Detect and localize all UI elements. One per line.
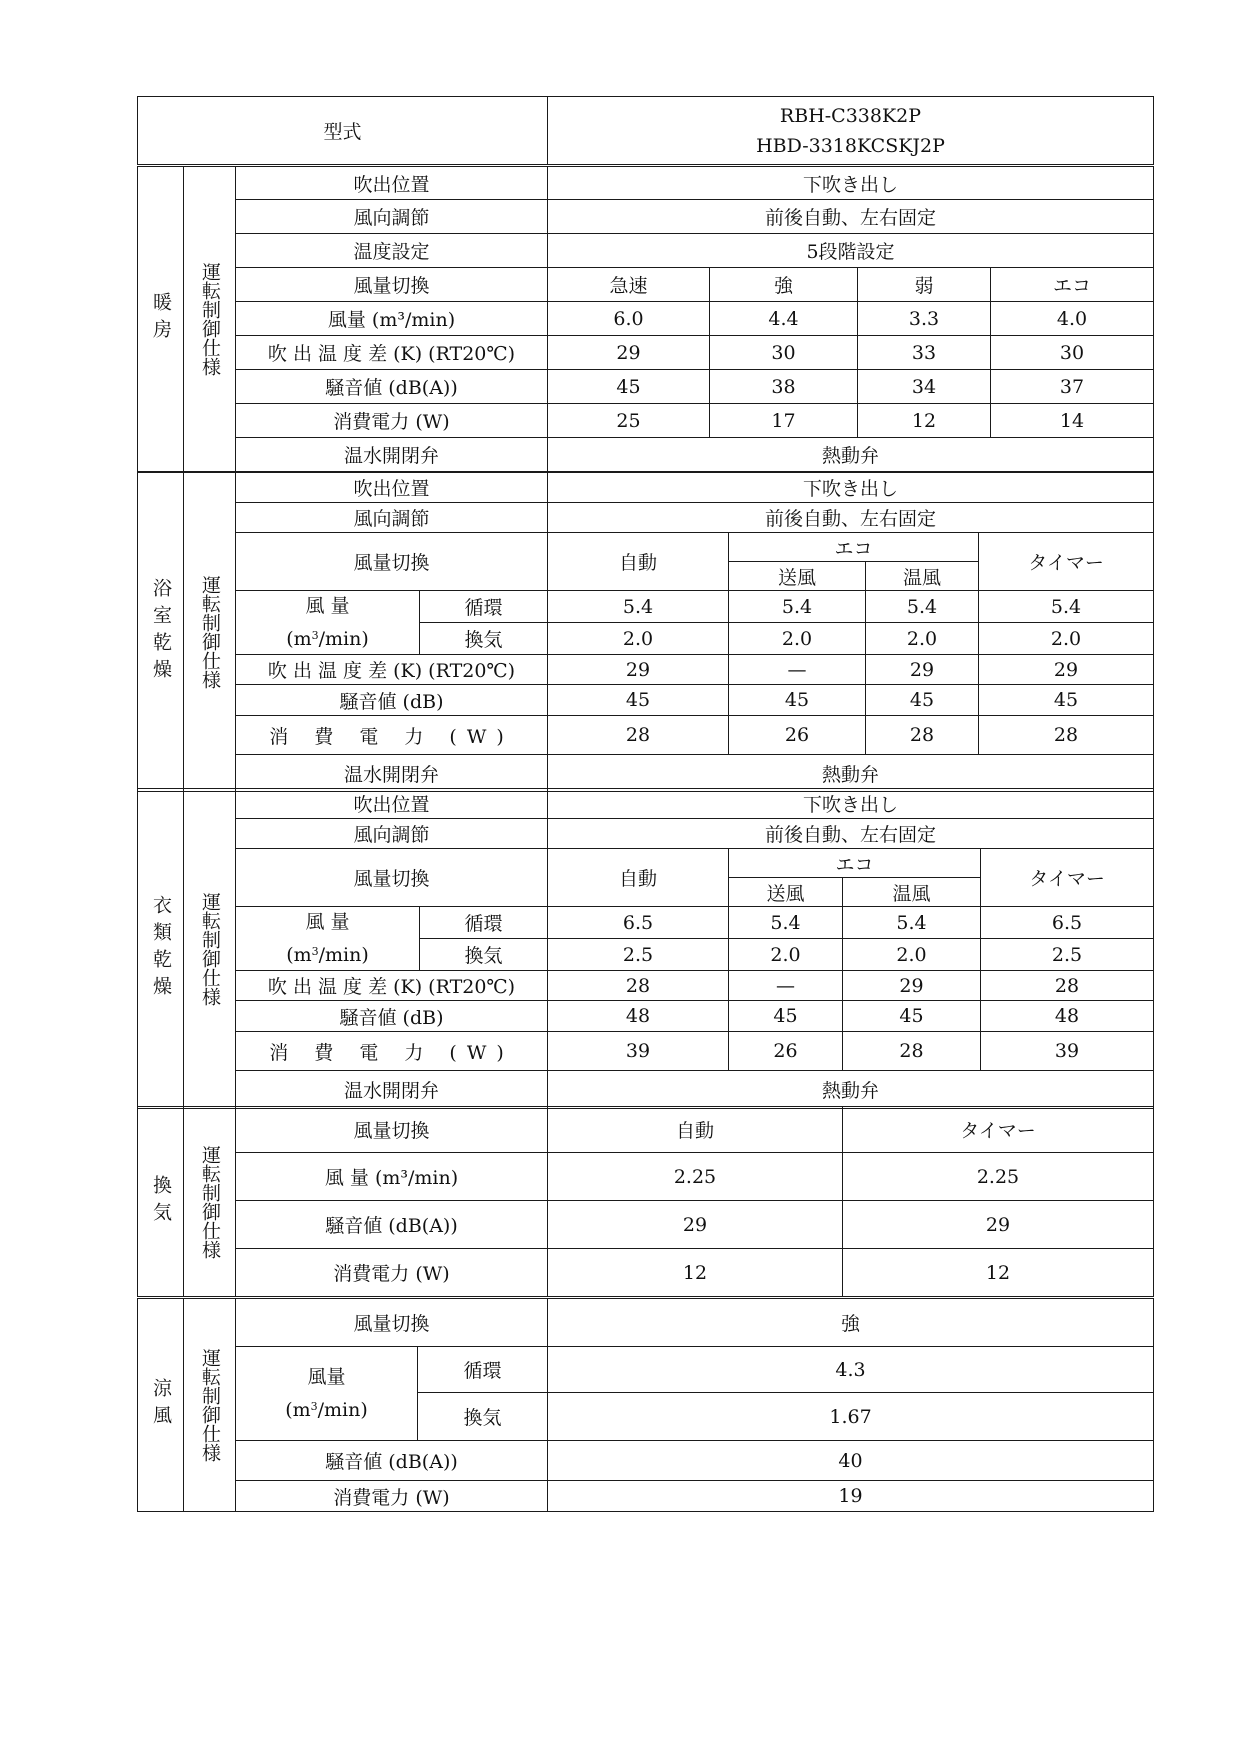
- bath-valve-value: 熱動弁: [548, 755, 1154, 792]
- cool-airflow-label: 風量: [307, 1366, 346, 1388]
- clothes-noise-fan: 45: [729, 1001, 843, 1032]
- heating-temp-diff-eco: 30: [991, 336, 1154, 370]
- heating-noise-weak: 34: [858, 370, 991, 404]
- heating-direction-value: 前後自動、左右固定: [548, 200, 1154, 234]
- cool-mode: 強: [548, 1299, 1154, 1347]
- clothes-noise-timer: 48: [981, 1001, 1154, 1032]
- ventilation-mode-timer: タイマー: [843, 1107, 1154, 1153]
- bath-noise-label: 騒音値 (dB): [236, 685, 548, 716]
- ventilation-table: [137, 1106, 1154, 1297]
- clothes-ventilation-auto: 2.5: [548, 939, 729, 971]
- clothes-power-timer: 39: [981, 1032, 1154, 1071]
- ventilation-control-spec: 運転制御仕様: [184, 1107, 236, 1297]
- bath-power-auto: 28: [548, 716, 729, 755]
- bath-title: 浴室乾燥: [138, 473, 184, 792]
- clothes-circulation-timer: 6.5: [981, 907, 1154, 939]
- model-2: HBD-3318KCSKJ2P: [756, 134, 945, 157]
- cool-circulation-value: 4.3: [548, 1347, 1154, 1393]
- ventilation-noise-timer: 29: [843, 1201, 1154, 1249]
- cool-breeze-table: [137, 1298, 1154, 1512]
- model-table: [137, 96, 1154, 165]
- heating-airflow-weak: 3.3: [858, 302, 991, 336]
- clothes-valve-label: 温水開閉弁: [236, 1071, 548, 1109]
- heating-direction-label: 風向調節: [236, 200, 548, 234]
- bath-noise-fan: 45: [729, 685, 866, 716]
- bath-power-label: 消 費 電 力 (W): [236, 716, 548, 755]
- cool-ventilation-label: 換気: [418, 1393, 548, 1441]
- bath-temp-diff-timer: 29: [979, 655, 1154, 685]
- clothes-airflow-unit: $(m^3/\min)$: [286, 944, 369, 966]
- cool-airflow-unit: $(m^3/\min)$: [285, 1399, 368, 1421]
- ventilation-title: 換気: [138, 1107, 184, 1297]
- bath-direction-value: 前後自動、左右固定: [548, 503, 1154, 533]
- ventilation-noise-label: 騒音値 (dB(A)): [236, 1201, 548, 1249]
- model-label: 型式: [138, 97, 548, 165]
- cool-circulation-label: 循環: [418, 1347, 548, 1393]
- bath-mode-warm: 温風: [866, 562, 979, 591]
- ventilation-mode-auto: 自動: [548, 1107, 843, 1153]
- bath-circulation-warm: 5.4: [866, 591, 979, 623]
- clothes-temp-diff-fan: —: [729, 971, 843, 1001]
- bath-outlet-label: 吹出位置: [236, 473, 548, 503]
- clothes-circulation-fan: 5.4: [729, 907, 843, 939]
- clothes-outlet-label: 吹出位置: [236, 789, 548, 819]
- cool-ventilation-value: 1.67: [548, 1393, 1154, 1441]
- bath-airflow-unit: $(m^3/\min)$: [286, 628, 369, 650]
- bath-ventilation-warm: 2.0: [866, 623, 979, 655]
- clothes-mode-warm: 温風: [843, 878, 981, 907]
- clothes-power-fan: 26: [729, 1032, 843, 1071]
- bath-circulation-auto: 5.4: [548, 591, 729, 623]
- clothes-mode-auto: 自動: [548, 849, 729, 907]
- heating-power-rapid: 25: [548, 404, 710, 438]
- bath-outlet-value: 下吹き出し: [548, 473, 1154, 503]
- cool-power-label: 消費電力 (W): [236, 1481, 548, 1512]
- ventilation-airflow-timer: 2.25: [843, 1153, 1154, 1201]
- cool-airflow-label-cell: [236, 1347, 418, 1441]
- clothes-valve-value: 熱動弁: [548, 1071, 1154, 1109]
- heating-temp-diff-rapid: 29: [548, 336, 710, 370]
- clothes-circulation-auto: 6.5: [548, 907, 729, 939]
- ventilation-airflow-switch-label: 風量切換: [236, 1107, 548, 1153]
- bath-circulation-fan: 5.4: [729, 591, 866, 623]
- bath-ventilation-timer: 2.0: [979, 623, 1154, 655]
- clothes-mode-timer: タイマー: [981, 849, 1154, 907]
- clothes-title: 衣類乾燥: [138, 789, 184, 1109]
- ventilation-airflow-label-cell: [236, 1153, 548, 1201]
- bath-temp-diff-warm: 29: [866, 655, 979, 685]
- bath-power-timer: 28: [979, 716, 1154, 755]
- bath-mode-eco: エコ: [729, 533, 979, 562]
- heating-temp-setting-value: 5段階設定: [548, 234, 1154, 268]
- bath-airflow-label-cell: [236, 591, 420, 655]
- ventilation-power-timer: 12: [843, 1249, 1154, 1297]
- clothes-noise-label: 騒音値 (dB): [236, 1001, 548, 1032]
- heating-temp-setting-label: 温度設定: [236, 234, 548, 268]
- clothes-airflow-label-cell: [236, 907, 420, 971]
- heating-mode-rapid: 急速: [548, 268, 710, 302]
- bath-power-warm: 28: [866, 716, 979, 755]
- heating-valve-value: 熱動弁: [548, 438, 1154, 472]
- bath-circulation-timer: 5.4: [979, 591, 1154, 623]
- clothes-ventilation-warm: 2.0: [843, 939, 981, 971]
- heating-power-weak: 12: [858, 404, 991, 438]
- ventilation-airflow-label: 風 量 (m³/min): [324, 1167, 459, 1189]
- clothes-circulation-label: 循環: [420, 907, 548, 939]
- heating-power-strong: 17: [710, 404, 858, 438]
- heating-power-eco: 14: [991, 404, 1154, 438]
- bath-temp-diff-label: 吹 出 温 度 差 (K) (RT20℃): [236, 655, 548, 685]
- clothes-temp-diff-warm: 29: [843, 971, 981, 1001]
- bath-direction-label: 風向調節: [236, 503, 548, 533]
- clothes-mode-fan: 送風: [729, 878, 843, 907]
- heating-temp-diff-weak: 33: [858, 336, 991, 370]
- clothes-temp-diff-label: 吹 出 温 度 差 (K) (RT20℃): [236, 971, 548, 1001]
- model-value: [548, 97, 1154, 165]
- cool-title: 涼風: [138, 1299, 184, 1512]
- heating-valve-label: 温水開閉弁: [236, 438, 548, 472]
- bath-mode-auto: 自動: [548, 533, 729, 591]
- heating-noise-rapid: 45: [548, 370, 710, 404]
- bath-ventilation-label: 換気: [420, 623, 548, 655]
- heating-control-spec: 運転制御仕様: [184, 167, 236, 472]
- clothes-power-auto: 39: [548, 1032, 729, 1071]
- model-1: RBH-C338K2P: [779, 104, 922, 127]
- bath-ventilation-auto: 2.0: [548, 623, 729, 655]
- cool-airflow-switch-label: 風量切換: [236, 1299, 548, 1347]
- bath-airflow-switch-label: 風量切換: [236, 533, 548, 591]
- bath-circulation-label: 循環: [420, 591, 548, 623]
- clothes-noise-auto: 48: [548, 1001, 729, 1032]
- clothes-temp-diff-auto: 28: [548, 971, 729, 1001]
- bath-mode-timer: タイマー: [979, 533, 1154, 591]
- heating-temp-diff-strong: 30: [710, 336, 858, 370]
- heating-mode-eco: エコ: [991, 268, 1154, 302]
- heating-airflow-eco: 4.0: [991, 302, 1154, 336]
- clothes-noise-warm: 45: [843, 1001, 981, 1032]
- bath-temp-diff-auto: 29: [548, 655, 729, 685]
- bath-airflow-label: 風 量: [305, 595, 350, 617]
- clothes-ventilation-timer: 2.5: [981, 939, 1154, 971]
- clothes-airflow-label: 風 量: [305, 911, 350, 933]
- heating-airflow-switch-label: 風量切換: [236, 268, 548, 302]
- clothes-mode-eco: エコ: [729, 849, 981, 878]
- heating-noise-strong: 38: [710, 370, 858, 404]
- clothes-outlet-value: 下吹き出し: [548, 789, 1154, 819]
- clothes-power-label: 消 費 電 力 (W): [236, 1032, 548, 1071]
- clothes-direction-label: 風向調節: [236, 819, 548, 849]
- cool-noise-value: 40: [548, 1441, 1154, 1481]
- bath-noise-timer: 45: [979, 685, 1154, 716]
- ventilation-noise-auto: 29: [548, 1201, 843, 1249]
- clothes-ventilation-label: 換気: [420, 939, 548, 971]
- heating-outlet-label: 吹出位置: [236, 167, 548, 200]
- clothes-dry-table: [137, 788, 1154, 1109]
- cool-power-value: 19: [548, 1481, 1154, 1512]
- ventilation-airflow-auto: 2.25: [548, 1153, 843, 1201]
- heating-power-label: 消費電力 (W): [236, 404, 548, 438]
- heating-title: 暖房: [138, 167, 184, 472]
- heating-airflow-strong: 4.4: [710, 302, 858, 336]
- clothes-direction-value: 前後自動、左右固定: [548, 819, 1154, 849]
- heating-noise-label: 騒音値 (dB(A)): [236, 370, 548, 404]
- clothes-temp-diff-timer: 28: [981, 971, 1154, 1001]
- bath-noise-warm: 45: [866, 685, 979, 716]
- bath-dry-table: [137, 472, 1154, 792]
- bath-temp-diff-fan: —: [729, 655, 866, 685]
- heating-outlet-value: 下吹き出し: [548, 167, 1154, 200]
- heating-mode-weak: 弱: [858, 268, 991, 302]
- bath-mode-fan: 送風: [729, 562, 866, 591]
- heating-airflow-label: 風量 (m³/min): [236, 302, 548, 336]
- heating-airflow-rapid: 6.0: [548, 302, 710, 336]
- cool-control-spec: 運転制御仕様: [184, 1299, 236, 1512]
- bath-control-spec: 運転制御仕様: [184, 473, 236, 792]
- heating-table: [137, 166, 1154, 472]
- ventilation-power-label: 消費電力 (W): [236, 1249, 548, 1297]
- clothes-airflow-switch-label: 風量切換: [236, 849, 548, 907]
- ventilation-power-auto: 12: [548, 1249, 843, 1297]
- clothes-ventilation-fan: 2.0: [729, 939, 843, 971]
- clothes-circulation-warm: 5.4: [843, 907, 981, 939]
- heating-noise-eco: 37: [991, 370, 1154, 404]
- bath-power-fan: 26: [729, 716, 866, 755]
- heating-temp-diff-label: 吹 出 温 度 差 (K) (RT20℃): [236, 336, 548, 370]
- bath-valve-label: 温水開閉弁: [236, 755, 548, 792]
- bath-ventilation-fan: 2.0: [729, 623, 866, 655]
- cool-noise-label: 騒音値 (dB(A)): [236, 1441, 548, 1481]
- heating-mode-strong: 強: [710, 268, 858, 302]
- clothes-control-spec: 運転制御仕様: [184, 789, 236, 1109]
- bath-noise-auto: 45: [548, 685, 729, 716]
- clothes-power-warm: 28: [843, 1032, 981, 1071]
